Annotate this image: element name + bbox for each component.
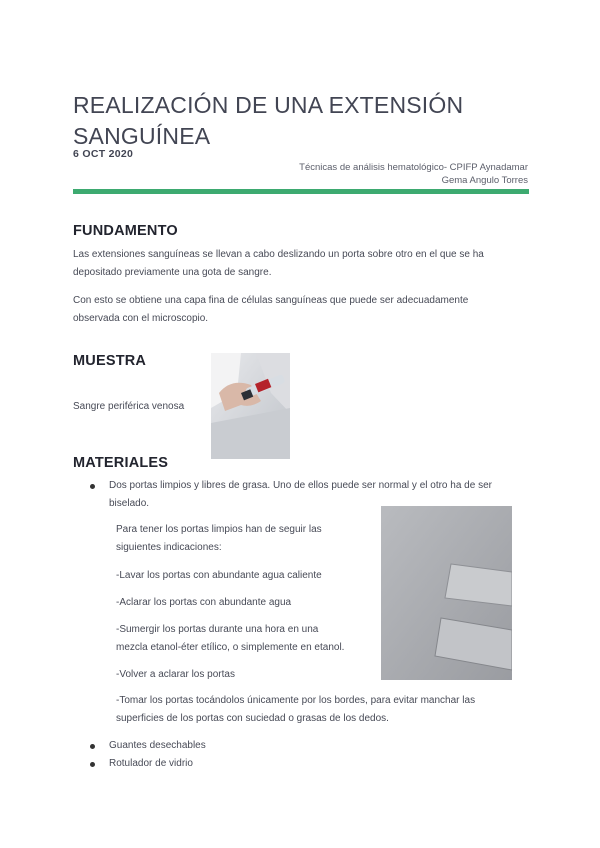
text-line: depositado previamente una gota de sangre. <box>73 267 272 278</box>
text-line: Para tener los portas limpios han de seguir las <box>116 524 322 535</box>
glass-slides-illustration <box>381 506 512 680</box>
list-item-rotulador: Rotulador de vidrio <box>109 758 193 769</box>
text-line: Las extensiones sanguíneas se llevan a cabo deslizando un porta sobre otro en el que se ha <box>73 249 484 260</box>
muestra-text: Sangre periférica venosa <box>73 401 185 412</box>
section-heading-muestra: MUESTRA <box>73 353 147 369</box>
blood-tube-illustration <box>211 353 290 459</box>
cleaning-step-5 <box>116 692 536 728</box>
text-line: mezcla etanol-éter etílico, o simplemente en etanol. <box>116 642 345 653</box>
cleaning-step-3 <box>116 621 378 657</box>
cleaning-intro <box>116 521 376 557</box>
text-line: -Tomar los portas tocándolos únicamente por los bordes, para evitar manchar las <box>116 695 476 706</box>
fundamento-paragraph-2 <box>73 292 543 328</box>
document-title: REALIZACIÓN DE UNA EXTENSIÓN SANGUÍNEA <box>73 92 464 149</box>
section-heading-fundamento: FUNDAMENTO <box>73 223 178 239</box>
text-line: observada con el microscopio. <box>73 313 209 324</box>
header-divider <box>73 189 529 194</box>
text-line: superficies de los portas con suciedad o grasas de los dedos. <box>116 713 389 724</box>
text-line: biselado. <box>109 498 150 509</box>
bullet-dot <box>90 744 95 749</box>
blood-tube-photo <box>211 353 290 459</box>
text-line: -Sumergir los portas durante una hora en una <box>116 624 319 635</box>
document-date: 6 OCT 2020 <box>73 148 134 160</box>
bullet-dot <box>90 484 95 489</box>
glass-slides-photo <box>381 506 512 680</box>
cleaning-step-2: -Aclarar los portas con abundante agua <box>116 597 292 608</box>
author-name: Gema Angulo Torres <box>441 175 528 186</box>
course-name: Técnicas de análisis hematológico- CPIFP Aynadamar <box>299 162 528 173</box>
text-line: Con esto se obtiene una capa fina de células sanguíneas que puede ser adecuadamente <box>73 295 469 306</box>
bullet-dot <box>90 762 95 767</box>
section-heading-materiales: MATERIALES <box>73 455 169 471</box>
text-line: Dos portas limpios y libres de grasa. Uno de ellos puede ser normal y el otro ha de ser <box>109 480 492 491</box>
text-line: siguientes indicaciones: <box>116 542 222 553</box>
fundamento-paragraph-1 <box>73 246 543 282</box>
list-item-guantes: Guantes desechables <box>109 740 206 751</box>
cleaning-step-4: -Volver a aclarar los portas <box>116 669 235 680</box>
cleaning-step-1: -Lavar los portas con abundante agua caliente <box>116 570 322 581</box>
